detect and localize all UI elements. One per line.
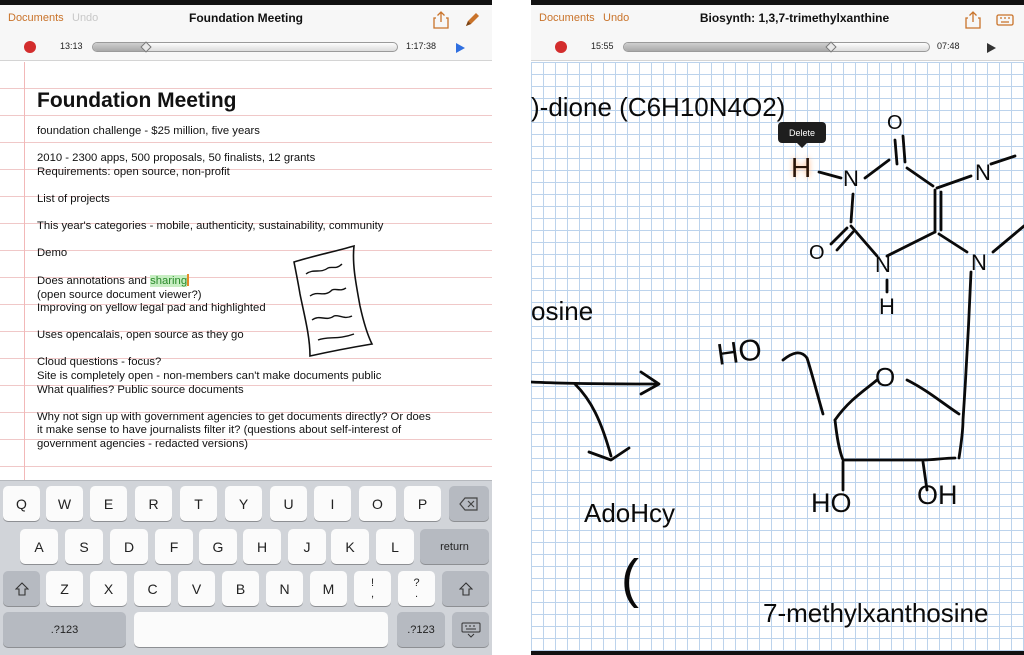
ring-stroke [835, 420, 955, 460]
bond-stroke [865, 160, 889, 178]
play-button[interactable] [456, 43, 465, 53]
total-time: 1:17:38 [406, 41, 437, 51]
page-title: Foundation Meeting [189, 11, 303, 25]
elapsed-time: 13:13 [60, 41, 83, 51]
oxygen-label[interactable]: O [887, 112, 903, 134]
key-i[interactable]: I [314, 486, 351, 521]
parenthesis-mark[interactable]: ( [621, 549, 639, 609]
key-n[interactable]: N [266, 571, 303, 606]
note-paragraph: 2010 - 2300 apps, 500 proposals, 50 finalists, 12 grants Requirements: open source, non-profit [37, 152, 316, 178]
ring-stroke [907, 380, 959, 414]
key-e[interactable]: E [90, 486, 127, 521]
oh-bottom-label[interactable]: OH [917, 480, 958, 510]
bond-stroke [907, 168, 933, 186]
undo-button[interactable]: Undo [603, 12, 630, 24]
notes-app-graph-paper [531, 0, 1024, 655]
key-w[interactable]: W [46, 486, 83, 521]
numbers-key-right[interactable]: .?123 [397, 612, 445, 647]
key-j[interactable]: J [288, 529, 326, 564]
undo-button[interactable]: Undo [72, 12, 99, 24]
margin-line [24, 62, 25, 480]
key-o[interactable]: O [359, 486, 396, 521]
remaining-time: 07:48 [937, 41, 960, 51]
note-paragraph: foundation challenge - $25 million, five years [37, 125, 260, 137]
key-v[interactable]: V [178, 571, 215, 606]
note-paragraph: Uses opencalais, open source as they go [37, 329, 244, 342]
key-h[interactable]: H [243, 529, 281, 564]
highlighted-text[interactable]: sharing [150, 275, 188, 288]
key-question-bottom: . [414, 587, 419, 600]
ho-top-label[interactable]: HO [714, 333, 765, 372]
key-c[interactable]: C [134, 571, 171, 606]
key-y[interactable]: Y [225, 486, 262, 521]
ho-bottom-label[interactable]: HO [811, 488, 852, 518]
documents-button[interactable]: Documents [8, 12, 64, 24]
key-g[interactable]: G [199, 529, 237, 564]
key-exclamation-top: ! [370, 576, 375, 589]
key-l[interactable]: L [376, 529, 414, 564]
bond-stroke [993, 226, 1024, 252]
note-paragraph: Why not sign up with government agencies to get documents directly? Or does it make sense to have journalists filter it? (questions about self-interest of government agencies - redacted versions) [37, 410, 431, 450]
key-question[interactable] [398, 571, 435, 606]
keyboard-dismiss-icon [461, 622, 481, 638]
shift-icon [459, 582, 473, 596]
key-r[interactable]: R [135, 486, 172, 521]
nitrogen-label[interactable]: N [875, 252, 891, 277]
documents-button[interactable]: Documents [539, 12, 595, 24]
methylxanthosine-label[interactable]: 7-methylxanthosine [763, 598, 989, 628]
notes-app-legal-pad [0, 0, 492, 655]
delete-tooltip[interactable] [778, 122, 826, 143]
key-z[interactable]: Z [46, 571, 83, 606]
key-d[interactable]: D [110, 529, 148, 564]
record-button[interactable] [24, 41, 36, 53]
key-k[interactable]: K [331, 529, 369, 564]
key-exclamation-bottom: , [370, 587, 375, 600]
text-cursor [187, 274, 189, 286]
note-paragraph: (open source document viewer?) Improving on yellow legal pad and highlighted [37, 288, 266, 315]
bond-stroke [895, 140, 897, 164]
backspace-key[interactable] [449, 486, 489, 521]
audio-scrubber[interactable] [92, 42, 398, 52]
key-a[interactable]: A [20, 529, 58, 564]
key-question-top: ? [413, 576, 420, 589]
shift-key-right[interactable] [442, 571, 489, 606]
note-paragraph: Demo [37, 246, 68, 259]
ring-stroke [783, 353, 823, 414]
audio-transport [0, 33, 492, 61]
key-s[interactable]: S [65, 529, 103, 564]
key-t[interactable]: T [180, 486, 217, 521]
key-exclamation[interactable] [354, 571, 391, 606]
bond-stroke [937, 176, 971, 188]
key-b[interactable]: B [222, 571, 259, 606]
bond-stroke [819, 172, 841, 178]
note-paragraph: List of projects [37, 192, 110, 205]
adohcy-label[interactable]: AdoHcy [584, 498, 676, 528]
arrow-stroke [531, 382, 657, 384]
note-paragraph: Cloud questions - focus? Site is completely open - non-members can't make documents public What qualifies? Public source documents [37, 356, 382, 396]
navigation-bar [0, 5, 492, 33]
document-sketch[interactable] [288, 244, 378, 360]
bond-stroke [939, 234, 967, 252]
return-key[interactable]: return [420, 529, 489, 564]
nitrogen-label[interactable]: N [843, 166, 859, 191]
delete-label: Delete [789, 127, 816, 138]
note-paragraph: This year's categories - mobile, authenticity, sustainability, community [37, 219, 384, 232]
annotated-line-text: Does annotations and [37, 275, 151, 288]
numbers-key-left[interactable]: .?123 [3, 612, 126, 647]
document-title: Foundation Meeting [37, 89, 237, 112]
osine-label[interactable]: osine [531, 296, 594, 326]
key-q[interactable]: Q [3, 486, 40, 521]
ring-oxygen-label[interactable]: O [875, 362, 896, 392]
key-p[interactable]: P [404, 486, 441, 521]
key-f[interactable]: F [155, 529, 193, 564]
bottom-bezel [531, 651, 1024, 655]
document-body[interactable] [37, 62, 452, 480]
bond-stroke [991, 156, 1015, 164]
bond-stroke [851, 226, 877, 256]
shift-icon [15, 582, 29, 596]
shift-key-left[interactable] [3, 571, 40, 606]
dismiss-keyboard-key[interactable] [452, 612, 489, 647]
key-m[interactable]: M [310, 571, 347, 606]
elapsed-time: 15:55 [591, 41, 614, 51]
selected-hydrogen-label[interactable]: H [791, 152, 812, 183]
ring-stroke [835, 380, 877, 420]
glycosidic-bond-stroke [959, 272, 971, 458]
nitrogen-label[interactable]: N [975, 160, 991, 185]
arrow-stroke [575, 384, 611, 456]
bond-stroke [903, 136, 905, 162]
backspace-icon [459, 497, 479, 511]
oxygen-label[interactable]: O [809, 242, 825, 264]
key-x[interactable]: X [90, 571, 127, 606]
hydrogen-label[interactable]: H [879, 294, 895, 319]
annotated-line [37, 274, 452, 289]
pen-icon[interactable] [462, 10, 482, 30]
page-title: Biosynth: 1,3,7-trimethylxanthine [699, 11, 890, 25]
bond-stroke [887, 232, 935, 256]
key-u[interactable]: U [270, 486, 307, 521]
on-screen-keyboard [0, 480, 492, 655]
bond-stroke [851, 194, 853, 222]
space-bar[interactable] [134, 612, 388, 647]
share-icon[interactable] [431, 10, 451, 30]
formula-label[interactable]: )-dione (C6H10N4O2) [531, 92, 786, 122]
nitrogen-label[interactable]: N [971, 250, 987, 275]
